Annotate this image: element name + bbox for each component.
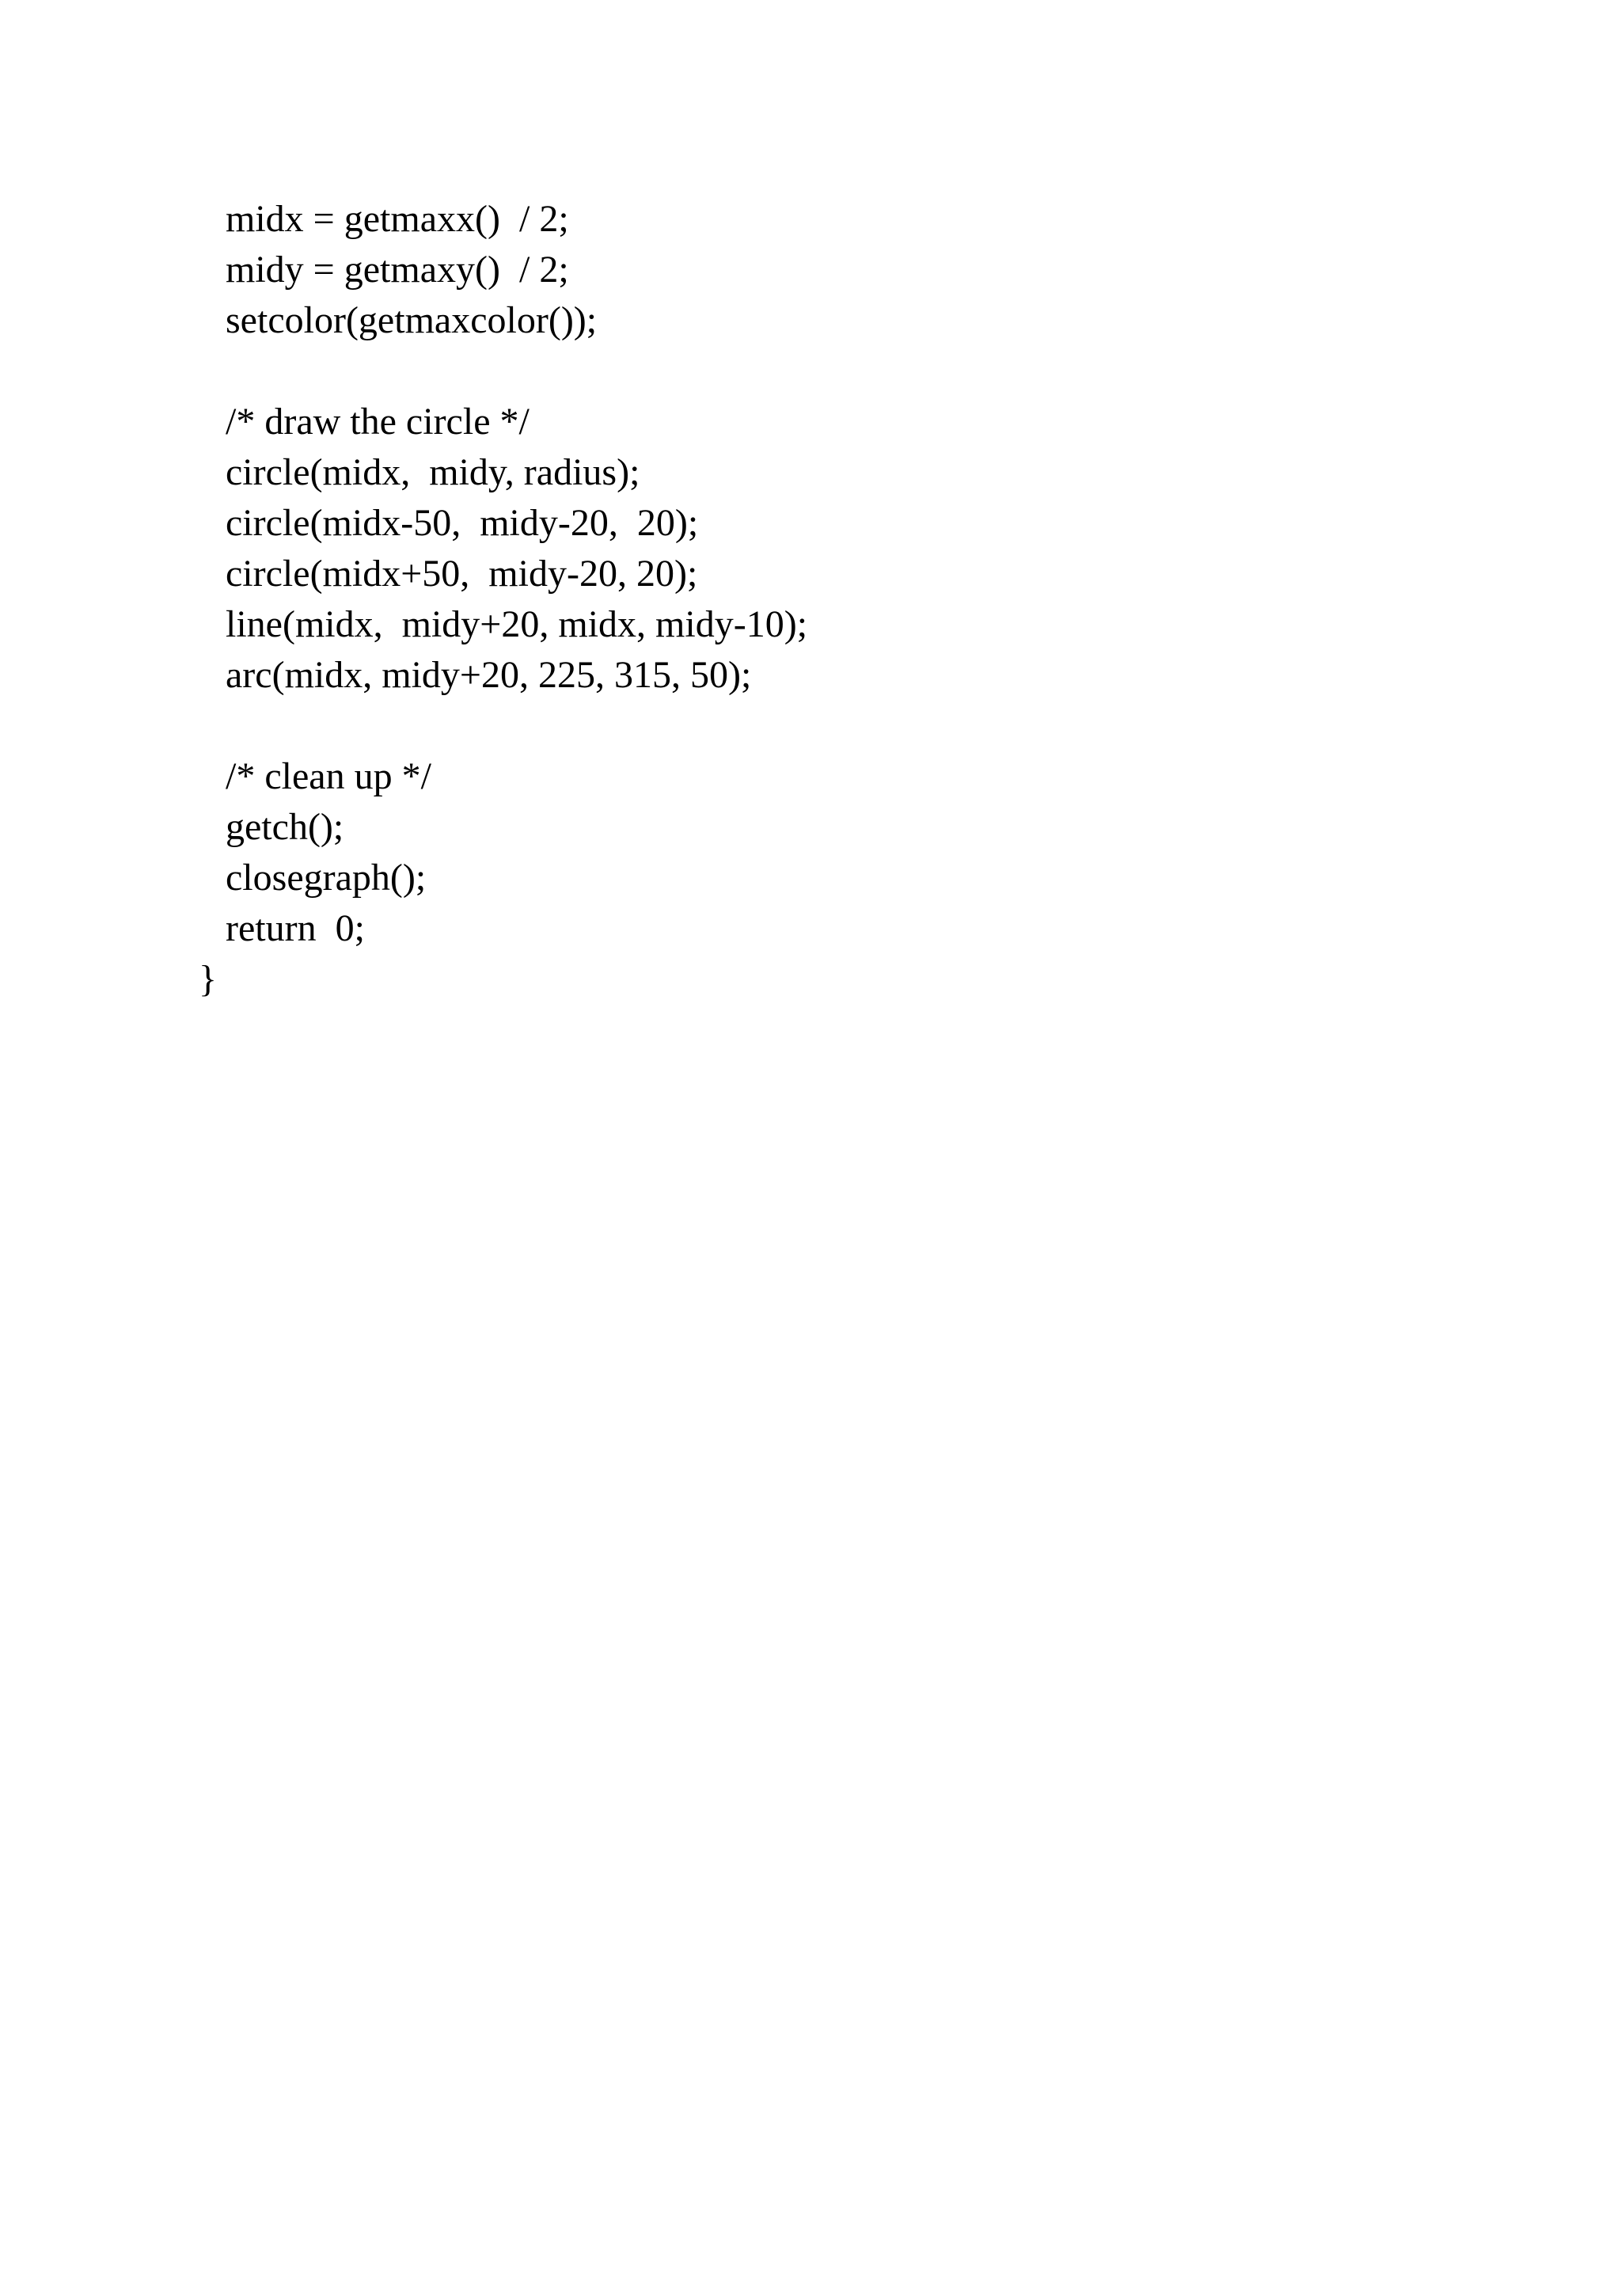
code-comment-clean-up: /* clean up */ xyxy=(226,755,431,797)
code-line-return: return 0; xyxy=(226,907,365,949)
code-line-midy: midy = getmaxy() / 2; xyxy=(226,249,569,291)
code-line-getch: getch(); xyxy=(226,806,344,848)
code-line-circle-right-eye: circle(midx+50, midy-20, 20); xyxy=(226,553,698,595)
code-line-nose: line(midx, midy+20, midx, midy-10); xyxy=(226,603,808,645)
code-comment-draw-circle: /* draw the circle */ xyxy=(226,401,530,443)
code-closing-brace: } xyxy=(199,958,218,1000)
code-line-circle-face: circle(midx, midy, radius); xyxy=(226,451,640,493)
code-line-arc-mouth: arc(midx, midy+20, 225, 315, 50); xyxy=(226,654,752,696)
code-line-circle-left-eye: circle(midx-50, midy-20, 20); xyxy=(226,502,699,544)
blank-line xyxy=(199,701,807,751)
blank-line xyxy=(199,346,807,397)
code-listing xyxy=(199,194,807,1005)
code-line-midx: midx = getmaxx() / 2; xyxy=(226,198,569,240)
code-line-closegraph: closegraph(); xyxy=(226,857,427,899)
code-line-setcolor: setcolor(getmaxcolor()); xyxy=(226,299,598,341)
